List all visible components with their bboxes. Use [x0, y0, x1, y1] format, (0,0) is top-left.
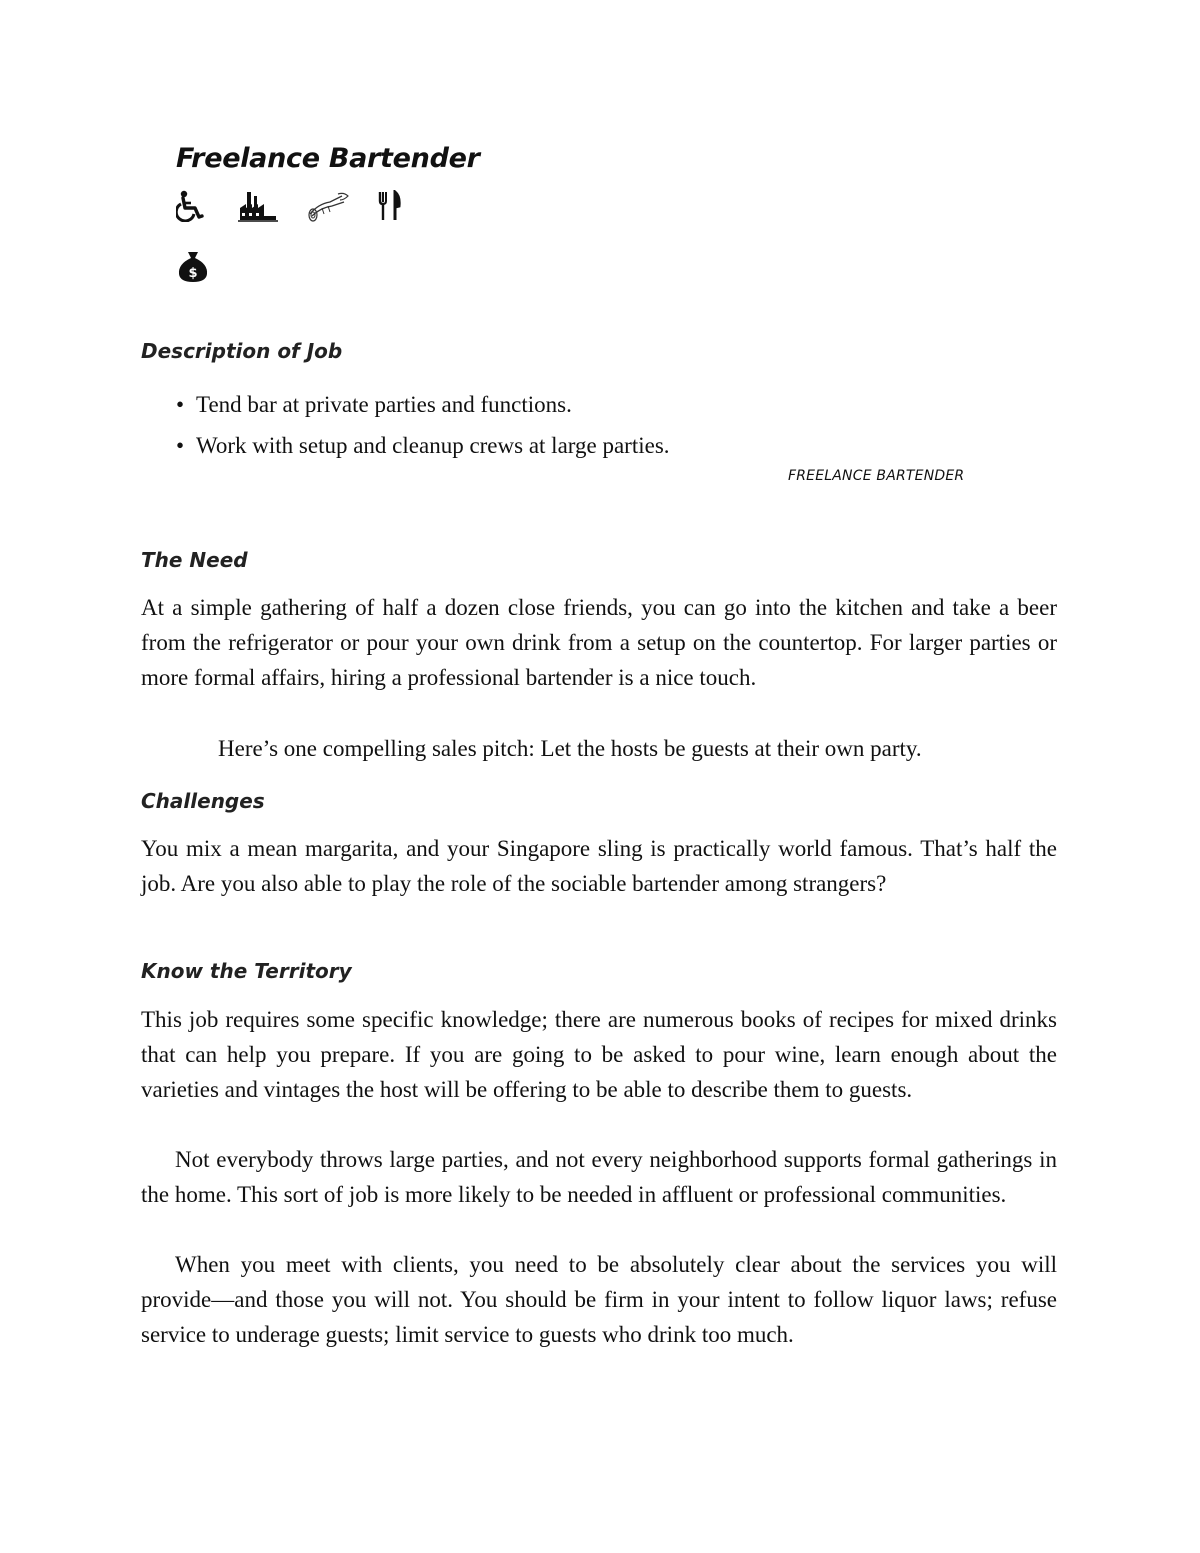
wheelchair-icon	[176, 190, 206, 222]
need-paragraph: At a simple gathering of half a dozen close friends, you can go into the kitchen and take a beer from the refrigerator or pour your own drink from a setup on the countertop. For larger parties or more formal affairs, hiring a professional bartender is a nice touch.	[141, 595, 1057, 690]
territory-paragraph-3: When you meet with clients, you need to be absolutely clear about the services you will provide—and those you will not. You should be firm in your intent to follow liquor laws; refuse service to underage guests; limit service to guests who drink too much.	[141, 1252, 1057, 1347]
factory-icon	[238, 190, 278, 222]
section-heading-description: Description of Job	[141, 339, 343, 363]
running-head: FREELANCE BARTENDER	[788, 468, 965, 484]
bullet-text: Work with setup and cleanup crews at large parties.	[196, 433, 670, 458]
page-title: Freelance Bartender	[176, 143, 480, 174]
territory-paragraph-1: This job requires some specific knowledge; there are numerous books of recipes for mixed drinks that can help you prepare. If you are going to be asked to pour wine, learn enough about the varieties and vintages the host will be offering to be able to describe them to guests.	[141, 1007, 1057, 1102]
section-heading-need: The Need	[141, 548, 248, 572]
list-item: • Tend bar at private parties and functions.	[176, 392, 572, 417]
sales-pitch-paragraph: Here’s one compelling sales pitch: Let the hosts be guests at their own party.	[218, 736, 922, 761]
list-item: • Work with setup and cleanup crews at large parties.	[176, 433, 670, 458]
svg-text:$: $	[188, 266, 198, 281]
description-bullet-list	[176, 390, 670, 472]
challenges-paragraph: You mix a mean margarita, and your Singapore sling is practically world famous. That’s half the job. Are you also able to play the role of the sociable bartender among strangers?	[141, 836, 1057, 896]
section-heading-challenges: Challenges	[141, 789, 265, 813]
money-bag-icon	[176, 250, 210, 284]
bullet-text: Tend bar at private parties and functions.	[196, 392, 572, 417]
territory-paragraph-2: Not everybody throws large parties, and not every neighborhood supports formal gatherings in the home. This sort of job is more likely to be needed in affluent or professional communities.	[141, 1147, 1057, 1207]
section-heading-territory: Know the Territory	[141, 959, 352, 983]
horn-icon	[308, 190, 352, 222]
fork-knife-icon	[378, 190, 402, 222]
